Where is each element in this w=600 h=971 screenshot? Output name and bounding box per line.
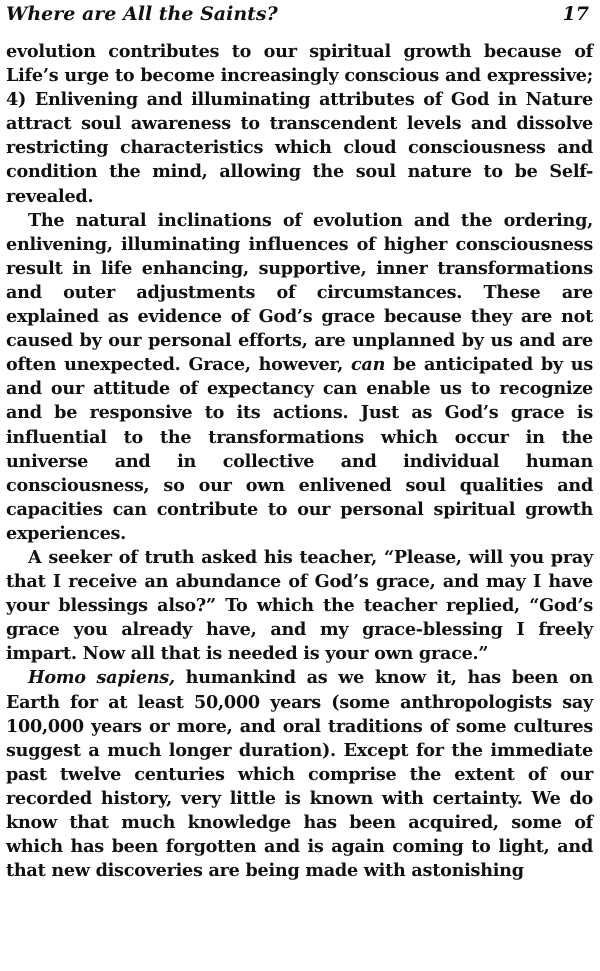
emphasis-can: can <box>350 354 386 376</box>
paragraph-grace <box>6 209 593 546</box>
body-text <box>6 40 593 883</box>
emphasis-homo-sapiens: Homo sapiens, <box>28 667 175 689</box>
paragraph-text: be anticipated by us and our attitude of expectancy can enable us to recognize and be responsive to its actions. Just as God’s grace is influential to the transformations which occur in the universe and in collective and individual human consciousness, so our own enlivened soul qualities and capacities can contribute to our personal spiritual growth experiences. <box>6 354 593 544</box>
paragraph-text: A seeker of truth asked his teacher, “Please, will you pray that I receive an abundance of God’s grace, and may I have your blessings also?” To which the teacher replied, “God’s grace you already have, and my grace-blessing I freely impart. Now all that is needed is your own grace.” <box>6 546 593 665</box>
paragraph-text: The natural inclinations of evolution and the ordering, enlivening, illuminating influences of higher consciousness result in life enhancing, supportive, inner transformations and outer adjustments of circumstances. These are explained as evidence of God’s grace because they are not caused by our personal efforts, are unplanned by us and are often unexpected. Grace, however, <box>6 209 593 376</box>
paragraph-evolution-continued <box>6 40 593 209</box>
paragraph-text: humankind as we know it, has been on Earth for at least 50,000 years (some anthropologists say 100,000 years or more, and oral traditions of some cultures suggest a much longer duration). Except for the immediate past twelve centuries which comprise the extent of our recorded history, very little is known with certainty. We do know that much knowledge has been acquired, some of which has been forgotten and is again coming to light, and that new discoveries are being made with astonishing <box>6 667 594 882</box>
page-number: 17 <box>562 3 589 25</box>
paragraph-text: evolution contributes to our spiritual growth because of Life’s urge to become increasingly conscious and expressive; 4) Enlivening and illuminating attributes of God in Nature attract soul awareness to transcendent levels and dissolve restricting characteristics which cloud consciousness and condition the mind, allowing the soul nature to be Self-revealed. <box>6 41 593 207</box>
paragraph-homo-sapiens <box>6 666 593 883</box>
running-head <box>6 0 593 40</box>
running-title: Where are All the Saints? <box>6 3 278 25</box>
paragraph-seeker <box>6 546 593 666</box>
